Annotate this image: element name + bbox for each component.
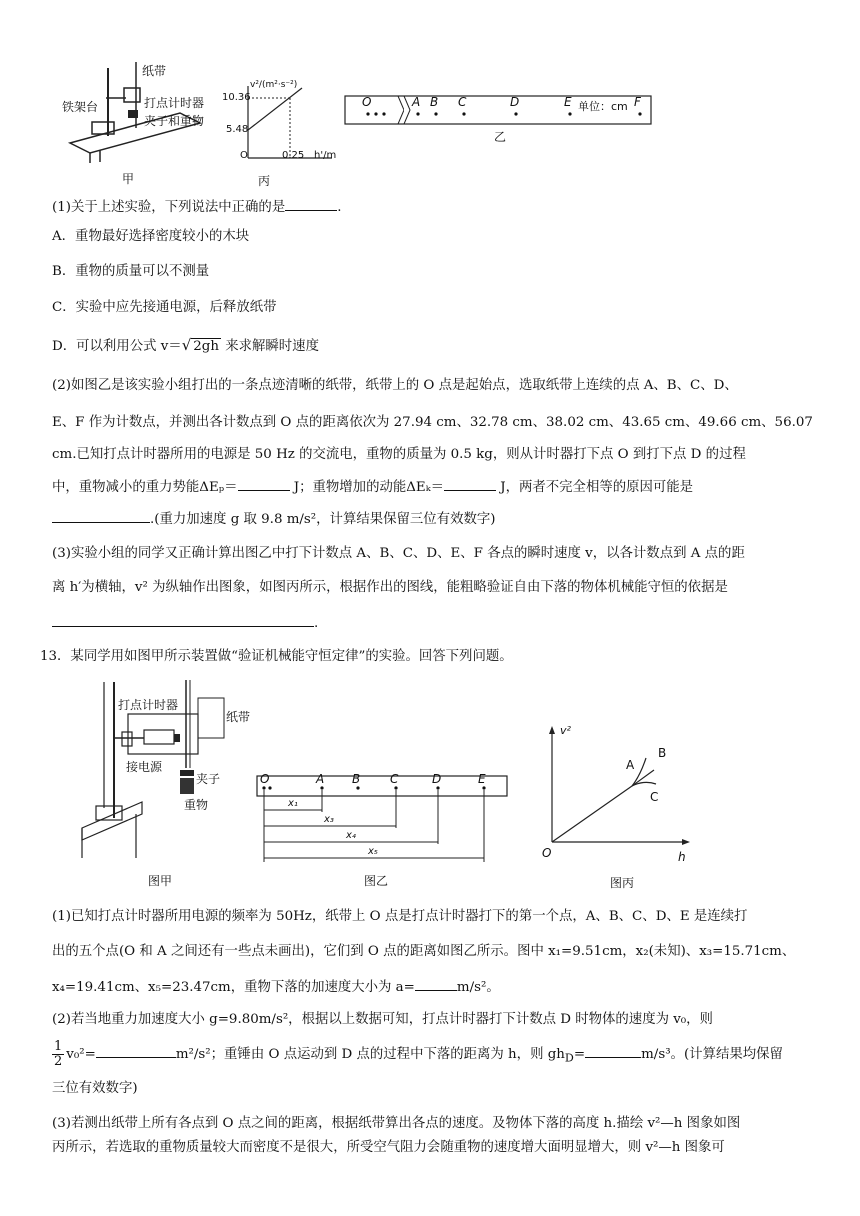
bing-ylabel: v²/(m²·s⁻²) [250,80,298,90]
q13-label-weight: 重物 [184,798,209,812]
q12-part2-line3: cm.已知打点计时器所用的电源是 50 Hz 的交流电，重物的质量为 0.5 kg，则从计时器打下点 O 到打下点 D 的过程 [52,447,746,462]
answer-blank[interactable] [285,196,337,211]
q13-tape-point-A: A [316,772,325,786]
q12-part3-line1: (3)实验小组的同学又正确计算出图乙中打下计数点 A、B、C、D、E、F 各点的瞬时速度 v，以各计数点到 A 点的距 [52,546,745,561]
q13-caption-yi: 图乙 [364,874,389,888]
q13-caption-jia: 图甲 [148,874,173,888]
q12-part3-line3: . [52,612,812,633]
q12-option-c: C．实验中应先接通电源，后释放纸带 [52,300,277,315]
q13-label-power: 接电源 [126,760,163,774]
answer-blank-ghd[interactable] [585,1043,641,1058]
q13-tape-drawing [256,768,516,868]
q13-part1-line2: 出的五个点(O 和 A 之间还有一些点未画出)，它们到 O 点的距离如图乙所示。图中 x₁=9.51cm，x₂(未知)、x₃=15.71cm、 [52,944,796,959]
q13-caption-bing: 图丙 [610,876,635,890]
q12-option-b: B．重物的质量可以不测量 [52,264,210,279]
q13-stem: 13．某同学用如图甲所示装置做“验证机械能守恒定律”的实验。回答下列问题。 [40,649,513,664]
q13-tape-point-O: O [260,772,270,786]
label-stand: 铁架台 [62,100,99,114]
sqrt-expression: 2gh [193,339,219,354]
q13-part2-line1: (2)若当地重力加速度大小 g=9.80m/s²，根据以上数据可知，打点计时器打下计数点 D 时物体的速度为 v₀，则 [52,1012,713,1027]
q12-part2-line5: .(重力加速度 g 取 9.8 m/s²，计算结果保留三位有效数字) [52,508,812,529]
q12-part3-line2: 离 h′为横轴，v² 为纵轴作出图象，如图丙所示，根据作出的图线，能粗略验证自由下落的物体机械能守恒的依据是 [52,580,728,595]
q13-part2-line2: $\frac{1}{2}$ v₀²= m²/s²；重锤由 O 点运动到 D 点的过程中下落的距离为 h，则 $gh_D= m/s^3$。(计算结果均保留 [54,1039,783,1069]
q13-bing-xlabel: h [678,850,686,864]
q13-part1-line1: (1)已知打点计时器所用电源的频率为 50Hz，纸带上 O 点是打点计时器打下的第一个点，A、B、C、D、E 是连续打 [52,909,748,924]
bing-ytick-top: 10.36 [222,92,251,103]
figure-q13-yi [256,768,516,888]
q13-bing-origin: O [542,846,552,860]
tape-point-O: O [362,95,372,109]
answer-blank-v0[interactable] [96,1043,176,1058]
bing-ytick-bottom: 5.48 [226,124,249,135]
q12-option-d: D．可以利用公式 v＝√ 2gh 来求解瞬时速度 [52,336,319,354]
q13-part3-line1: (3)若测出纸带上所有各点到 O 点之间的距离，根据纸带算出各点的速度。及物体下落的高度 h.描绘 v²—h 图象如图 [52,1116,741,1131]
q13-label-paper: 纸带 [226,710,251,724]
figure-q13-bing [540,724,700,890]
label-timer: 打点计时器 [144,96,205,110]
answer-blank-ep[interactable] [238,476,290,491]
q12-part2-line1: (2)如图乙是该实验小组打出的一条点迹清晰的纸带，纸带上的 O 点是起始点，选取纸带上连续的点 A、B、C、D、 [52,378,738,393]
answer-blank-basis[interactable] [52,612,314,627]
q12-part2-line2: E、F 作为计数点，并测出各计数点到 O 点的距离依次为 27.94 cm、32.78 cm、38.02 cm、43.65 cm、49.66 cm、56.07 [52,415,813,430]
answer-blank-a[interactable] [415,976,457,991]
bing-xtick: 0.25 [282,150,305,161]
q13-curve-C: C [650,790,659,804]
q13-dist-x1: x₁ [288,798,298,809]
tape-point-D: D [510,95,520,109]
caption-yi: 乙 [494,130,507,144]
bing-xlabel: h'/m [314,150,337,161]
caption-bing: 丙 [258,174,271,188]
q13-curve-A: A [626,758,635,772]
figure-jia-apparatus [60,58,220,188]
q13-part1-line3: x₄=19.41cm、x₅=23.47cm，重物下落的加速度大小为 a= m/s²。 [52,976,812,997]
q13-part3-line2: 丙所示，若选取的重物质量较大而密度不是很大，所受空气阻力会随重物的速度增大面明显增大，则 v²—h 图象可 [52,1140,725,1155]
q12-part2-line4: 中，重物减小的重力势能ΔEₚ＝ J；重物增加的动能ΔEₖ＝ J，两者不完全相等的原因可能是 [52,476,812,497]
bing-origin: O [240,150,248,161]
tape-point-F: F [634,95,641,109]
label-paper: 纸带 [142,64,167,78]
figure-q13-jia [78,678,268,888]
tape-point-B: B [430,95,439,109]
q13-dist-x4: x₄ [346,830,356,841]
q13-tape-point-E: E [478,772,486,786]
q13-tape-point-B: B [352,772,361,786]
tape-point-A: A [412,95,421,109]
q13-dist-x5: x₅ [368,846,378,857]
tape-point-E: E [564,95,572,109]
q12-option-a: A．重物最好选择密度较小的木块 [52,229,250,244]
q13-curve-B: B [658,746,667,760]
q13-tape-point-D: D [432,772,442,786]
q12-part1: (1)关于上述实验，下列说法中正确的是 . [52,196,812,217]
q13-tape-point-C: C [390,772,399,786]
q13-dist-x3: x₃ [324,814,334,825]
answer-blank-reason[interactable] [52,508,150,523]
tape-point-C: C [458,95,467,109]
label-clip: 夹子和重物 [144,114,205,128]
fraction-one-half: $\frac{1}{2}$ [54,1039,63,1069]
q13-graph-v2-h [540,724,700,866]
tape-unit: 单位：cm [578,100,628,113]
figure-yi-tape [344,94,654,144]
q13-label-clip: 夹子 [196,772,221,786]
answer-blank-ek[interactable] [444,476,496,491]
q13-part2-line3: 三位有效数字) [52,1081,138,1096]
q13-bing-ylabel: v² [560,724,571,737]
q13-label-timer: 打点计时器 [118,698,179,712]
figure-bing-graph [222,80,342,190]
caption-jia: 甲 [122,172,135,186]
